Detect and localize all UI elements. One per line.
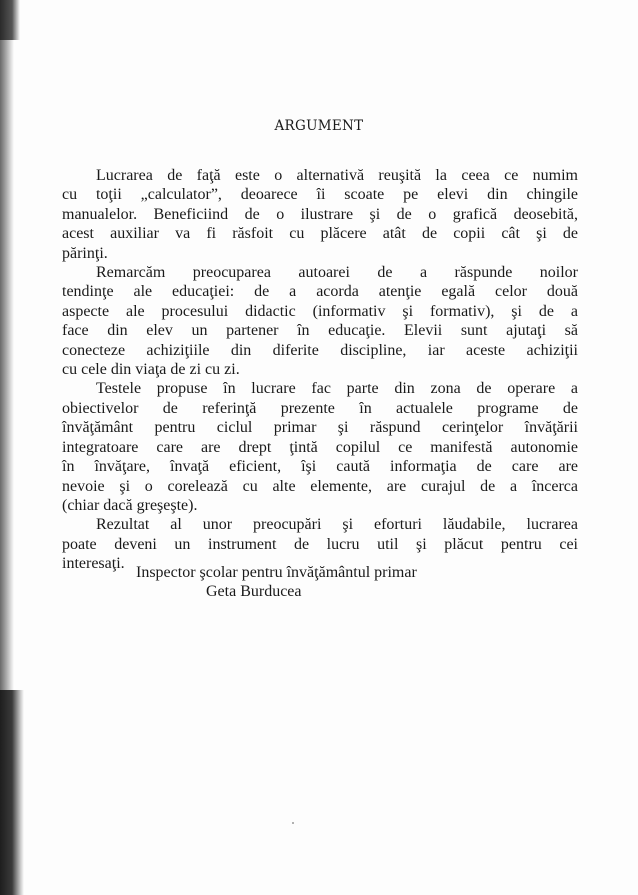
- text-line: aspecte ale procesului didactic (informativ şi formativ), şi de a: [62, 302, 578, 320]
- text-line: Lucrarea de faţă este o alternativă reuşită la ceea ce numim: [96, 167, 578, 184]
- text-line: tendinţe ale educaţiei: de a acorda atenţie egală celor două: [62, 283, 578, 301]
- scan-speck: [292, 822, 294, 824]
- text-line: învăţământ pentru ciclul primar şi răspund cerinţelor învăţării: [62, 419, 578, 437]
- binding-shadow-bottom: [0, 690, 24, 895]
- text-line: poate deveni un instrument de lucru util şi plăcut pentru cei: [62, 535, 578, 553]
- paragraph: [62, 166, 578, 263]
- signature-name: Geta Burducea: [206, 583, 302, 600]
- text-line: Remarcăm preocuparea autoarei de a răspunde noilor: [96, 264, 578, 282]
- text-line: părinţi.: [62, 244, 108, 262]
- paragraph: [62, 379, 578, 515]
- text-line: în învăţare, învaţă eficient, îşi caută informaţia de care are: [62, 458, 578, 476]
- text-line: integratoare care are drept ţintă copilul ce manifestă autonomie: [62, 438, 578, 456]
- text-line: manualelor. Beneficiind de o ilustrare şi de o grafică deosebită,: [62, 205, 578, 223]
- text-line: acest auxiliar va fi răsfoit cu plăcere atât de copii cât şi de: [62, 225, 578, 243]
- binding-shadow-top: [0, 0, 20, 40]
- signature-role: Inspector şcolar pentru învăţământul primar: [136, 564, 417, 581]
- text-line: face din elev un partener în educaţie. Elevii sunt ajutaţi să: [62, 322, 578, 340]
- paragraph: [62, 263, 578, 379]
- text-line: conecteze achiziţiile din diferite discipline, iar aceste achiziţii: [62, 341, 578, 359]
- text-line: cu toţii „calculator”, deoarece îi scoate pe elevi din chingile: [62, 186, 578, 204]
- text-line: nevoie şi o corelează cu alte elemente, are curajul de a încerca: [62, 477, 578, 495]
- text-line: cu cele din viaţa de zi cu zi.: [62, 361, 240, 379]
- text-line: Testele propuse în lucrare fac parte din zona de operare a: [96, 380, 578, 398]
- body-text: [62, 166, 578, 574]
- text-line: Rezultat al unor preocupări şi eforturi lăudabile, lucrarea: [96, 516, 578, 534]
- text-line: (chiar dacă greşeşte).: [62, 496, 198, 514]
- text-line: obiectivelor de referinţă prezente în actualele programe de: [62, 399, 578, 417]
- text-line: interesaţi.: [62, 555, 125, 573]
- page-title: ARGUMENT: [274, 118, 364, 134]
